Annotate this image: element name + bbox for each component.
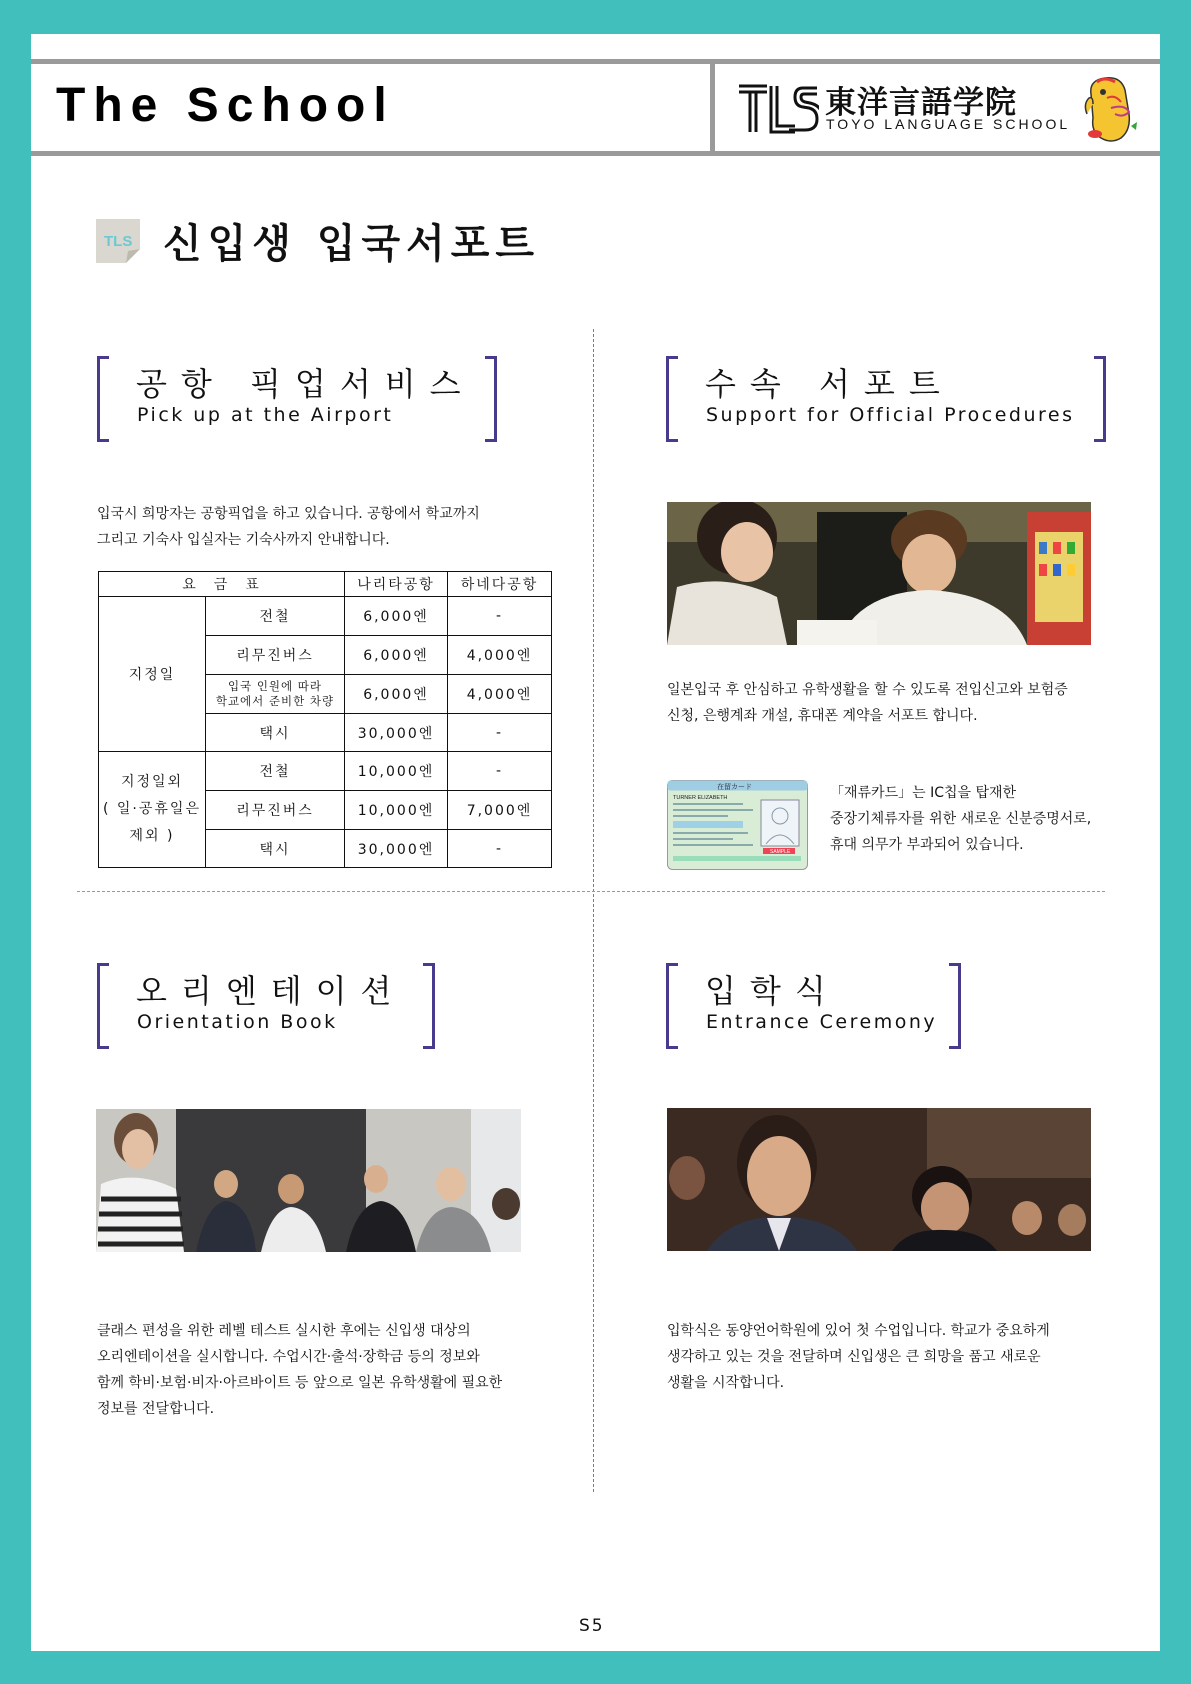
table-cell: 7,000엔: [448, 791, 552, 830]
bracket-left: [666, 356, 678, 442]
pickup-intro: [97, 501, 480, 553]
table-cell: 택시: [206, 714, 345, 752]
section-title-ko: 공항 픽업서비스: [136, 365, 475, 403]
card-sample-label: SAMPLE: [770, 849, 791, 855]
header-bottom-rule: [31, 151, 1160, 156]
table-header: 요 금 표: [99, 572, 345, 597]
table-row: [99, 752, 552, 791]
table-cell: -: [448, 752, 552, 791]
table-cell: 4,000엔: [448, 675, 552, 714]
page-title: 신입생 입국서포트: [163, 221, 541, 267]
bracket-right: [485, 356, 497, 442]
orientation-body-line: 정보를 전달합니다.: [97, 1401, 215, 1417]
card-description-line: 휴대 의무가 부과되어 있습니다.: [830, 837, 1024, 853]
table-cell: 전철: [206, 597, 345, 636]
group-label: [99, 752, 206, 868]
tls-badge-icon: [96, 219, 140, 263]
table-cell: 30,000엔: [345, 830, 448, 868]
section-title-ko: 수속 서포트: [705, 365, 954, 403]
section-title-en: Pick up at the Airport: [137, 404, 394, 426]
table-row: [99, 597, 552, 636]
table-cell: 리무진버스: [206, 791, 345, 830]
section-title-en: Entrance Ceremony: [706, 1011, 938, 1033]
fee-table: [98, 571, 552, 868]
ceremony-body-line: 생각하고 있는 것을 전달하며 신입생은 큰 희망을 품고 새로운: [667, 1349, 1041, 1365]
section-title-ko: 입학식: [705, 972, 840, 1010]
header-title: The School: [56, 79, 395, 132]
table-cell: [206, 675, 345, 714]
table-cell: 6,000엔: [345, 597, 448, 636]
pickup-intro-line: 그리고 기숙사 입실자는 기숙사까지 안내합니다.: [97, 532, 390, 548]
table-header: 하네다공항: [448, 572, 552, 597]
table-cell: -: [448, 597, 552, 636]
table-cell: 10,000엔: [345, 791, 448, 830]
group-label: 지정일: [99, 597, 206, 752]
brochure-page: [31, 34, 1160, 1651]
residence-card-image: [667, 780, 808, 870]
card-description: [830, 780, 1091, 858]
card-name: TURNER ELIZABETH: [673, 795, 728, 801]
orientation-body-line: 함께 학비·보험·비자·아르바이트 등 앞으로 일본 유학생활에 필요한: [97, 1375, 503, 1391]
table-cell: 리무진버스: [206, 636, 345, 675]
section-title-ko: 오리엔테이션: [136, 972, 406, 1010]
section-title-en: Orientation Book: [137, 1011, 338, 1033]
ceremony-body-line: 입학식은 동양언어학원에 있어 첫 수업입니다. 학교가 중요하게: [667, 1323, 1050, 1339]
cell-line: 제외 ): [129, 828, 175, 844]
header-top-rule: [31, 59, 1160, 64]
bracket-right: [949, 963, 961, 1049]
orientation-body-line: 클래스 편성을 위한 레벨 테스트 실시한 후에는 신입생 대상의: [97, 1323, 471, 1339]
support-body-line: 신청, 은행계좌 개설, 휴대폰 계약을 서포트 합니다.: [667, 708, 978, 724]
cell-line: 입국 인원에 따라: [227, 679, 323, 693]
support-body: [667, 677, 1068, 729]
section-title-en: Support for Official Procedures: [706, 404, 1075, 426]
bracket-right: [423, 963, 435, 1049]
table-header: 나리타공항: [345, 572, 448, 597]
ceremony-body-line: 생활을 시작합니다.: [667, 1375, 785, 1391]
table-cell: 10,000엔: [345, 752, 448, 791]
table-cell: -: [448, 714, 552, 752]
vertical-divider: [593, 329, 594, 1492]
logo-kanji: 東洋言語学院: [825, 85, 1017, 121]
cell-line: 지정일외: [120, 774, 184, 790]
table-cell: 4,000엔: [448, 636, 552, 675]
orientation-classroom-photo: [96, 1109, 521, 1252]
orientation-body: [97, 1318, 502, 1422]
table-cell: 택시: [206, 830, 345, 868]
card-description-line: 중장기체류자를 위한 새로운 신분증명서로,: [830, 811, 1092, 827]
horizontal-divider: [77, 891, 1105, 892]
support-body-line: 일본입국 후 안심하고 유학생활을 할 수 있도록 전입신고와 보험증: [667, 682, 1068, 698]
table-header-row: [99, 572, 552, 597]
bracket-right: [1094, 356, 1106, 442]
orientation-body-line: 오리엔테이션을 실시합니다. 수업시간·출석·장학금 등의 정보와: [97, 1349, 480, 1365]
entrance-ceremony-photo: [667, 1108, 1091, 1251]
logo-english: TOYO LANGUAGE SCHOOL: [826, 116, 1071, 132]
card-header: 在留カード: [717, 783, 752, 791]
svg-text:TLS: TLS: [104, 233, 133, 250]
tls-logo-icon: [737, 82, 819, 136]
cell-line: ( 일·공휴일은: [103, 801, 201, 817]
table-cell: 6,000엔: [345, 675, 448, 714]
students-paperwork-photo: [667, 502, 1091, 645]
ceremony-body: [667, 1318, 1050, 1396]
table-cell: -: [448, 830, 552, 868]
cell-line: 학교에서 준비한 차량: [215, 694, 335, 708]
mascot-icon: [1081, 74, 1141, 144]
bracket-left: [97, 356, 109, 442]
table-cell: 전철: [206, 752, 345, 791]
bracket-left: [666, 963, 678, 1049]
page-number: S5: [579, 1616, 605, 1636]
header-divider: [710, 64, 715, 151]
table-cell: 30,000엔: [345, 714, 448, 752]
card-description-line: 「재류카드」는 IC칩을 탑재한: [830, 785, 1017, 801]
table-cell: 6,000엔: [345, 636, 448, 675]
bracket-left: [97, 963, 109, 1049]
pickup-intro-line: 입국시 희망자는 공항픽업을 하고 있습니다. 공항에서 학교까지: [97, 506, 480, 522]
